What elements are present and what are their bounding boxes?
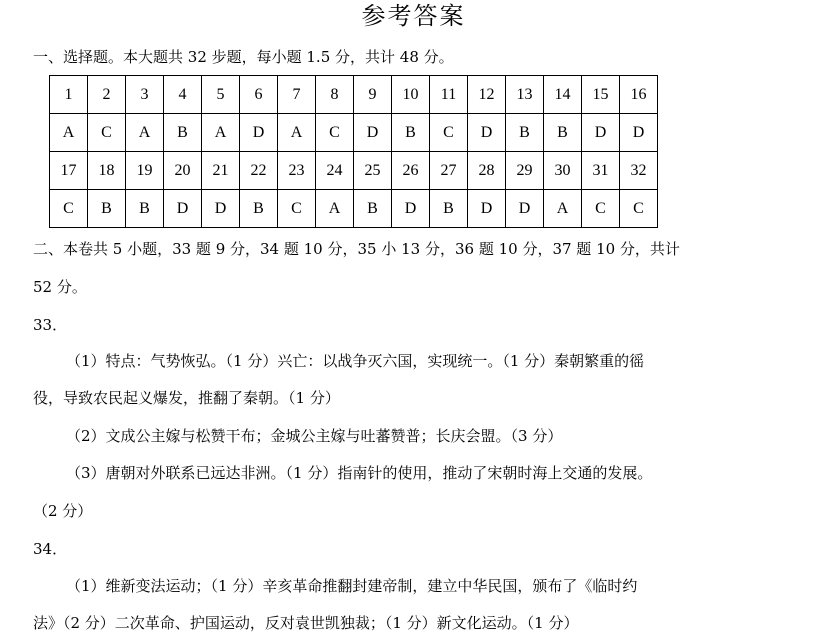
section-2-heading-cont: 52 分。 (33, 278, 87, 296)
question-34-label: 34． (33, 540, 68, 558)
table-cell: 25 (354, 152, 392, 190)
table-cell: 11 (430, 76, 468, 114)
table-cell: 10 (392, 76, 430, 114)
table-cell: C (620, 190, 658, 228)
table-cell: 22 (240, 152, 278, 190)
table-cell: 8 (316, 76, 354, 114)
section-2-heading: 二、本卷共 5 小题，33 题 9 分，34 题 10 分，35 小 13 分，36 题 10 分，37 题 10 分，共计 (33, 240, 680, 258)
table-row (50, 152, 658, 190)
table-row (50, 190, 658, 228)
table-cell: 15 (582, 76, 620, 114)
question-34-answer-1: （1）维新变法运动；（1 分）辛亥革命推翻封建帝制，建立中华民国，颁布了《临时约 (66, 577, 638, 595)
table-cell: 6 (240, 76, 278, 114)
table-cell: A (316, 190, 354, 228)
table-cell: 13 (506, 76, 544, 114)
table-cell: A (202, 114, 240, 152)
table-cell: D (468, 114, 506, 152)
table-cell: D (582, 114, 620, 152)
table-cell: 1 (50, 76, 88, 114)
question-33-answer-2: （2）文成公主嫁与松赞干布；金城公主嫁与吐蕃赞普；长庆会盟。（3 分） (66, 427, 563, 445)
table-cell: A (544, 190, 582, 228)
table-cell: 29 (506, 152, 544, 190)
table-cell: D (202, 190, 240, 228)
table-cell: D (468, 190, 506, 228)
table-cell: C (582, 190, 620, 228)
table-cell: 28 (468, 152, 506, 190)
table-cell: D (506, 190, 544, 228)
table-cell: D (164, 190, 202, 228)
table-cell: 31 (582, 152, 620, 190)
table-cell: B (126, 190, 164, 228)
table-cell: A (278, 114, 316, 152)
table-cell: C (278, 190, 316, 228)
table-cell: B (430, 190, 468, 228)
table-cell: 18 (88, 152, 126, 190)
table-cell: C (50, 190, 88, 228)
table-cell: B (240, 190, 278, 228)
table-cell: D (240, 114, 278, 152)
table-cell: 16 (620, 76, 658, 114)
table-cell: 2 (88, 76, 126, 114)
table-cell: 19 (126, 152, 164, 190)
table-row (50, 114, 658, 152)
table-cell: 20 (164, 152, 202, 190)
table-cell: 14 (544, 76, 582, 114)
table-cell: D (354, 114, 392, 152)
table-cell: 12 (468, 76, 506, 114)
table-cell: 23 (278, 152, 316, 190)
table-row (50, 76, 658, 114)
table-cell: 27 (430, 152, 468, 190)
table-cell: 17 (50, 152, 88, 190)
table-cell: A (126, 114, 164, 152)
table-cell: B (354, 190, 392, 228)
table-cell: 3 (126, 76, 164, 114)
table-cell: C (316, 114, 354, 152)
table-cell: 30 (544, 152, 582, 190)
table-cell: 24 (316, 152, 354, 190)
section-1-heading: 一、选择题。本大题共 32 步题，每小题 1.5 分，共计 48 分。 (33, 48, 454, 66)
table-cell: B (544, 114, 582, 152)
question-33-label: 33． (33, 316, 68, 334)
table-cell: B (88, 190, 126, 228)
table-cell: 32 (620, 152, 658, 190)
table-cell: 5 (202, 76, 240, 114)
table-cell: C (430, 114, 468, 152)
table-cell: 21 (202, 152, 240, 190)
answer-table (49, 75, 658, 228)
table-cell: B (392, 114, 430, 152)
table-cell: 7 (278, 76, 316, 114)
table-cell: C (88, 114, 126, 152)
question-34-answer-1-cont: 法》（2 分）二次革命、护国运动，反对袁世凯独裁；（1 分）新文化运动。（1 分） (33, 614, 579, 632)
table-cell: D (620, 114, 658, 152)
question-33-answer-1-cont: 役，导致农民起义爆发，推翻了秦朝。（1 分） (33, 389, 340, 407)
table-cell: D (392, 190, 430, 228)
table-cell: 26 (392, 152, 430, 190)
table-cell: B (506, 114, 544, 152)
table-cell: A (50, 114, 88, 152)
table-cell: 4 (164, 76, 202, 114)
page-title: 参考答案 (361, 2, 466, 30)
question-33-answer-1: （1）特点：气势恢弘。（1 分）兴亡：以战争灭六国，实现统一。（1 分）秦朝繁重的徭 (66, 352, 645, 370)
question-33-answer-3: （3）唐朝对外联系已远达非洲。（1 分）指南针的使用，推动了宋朝时海上交通的发展。 (66, 464, 653, 482)
table-cell: B (164, 114, 202, 152)
question-33-answer-3-cont: （2 分） (33, 502, 93, 520)
table-cell: 9 (354, 76, 392, 114)
